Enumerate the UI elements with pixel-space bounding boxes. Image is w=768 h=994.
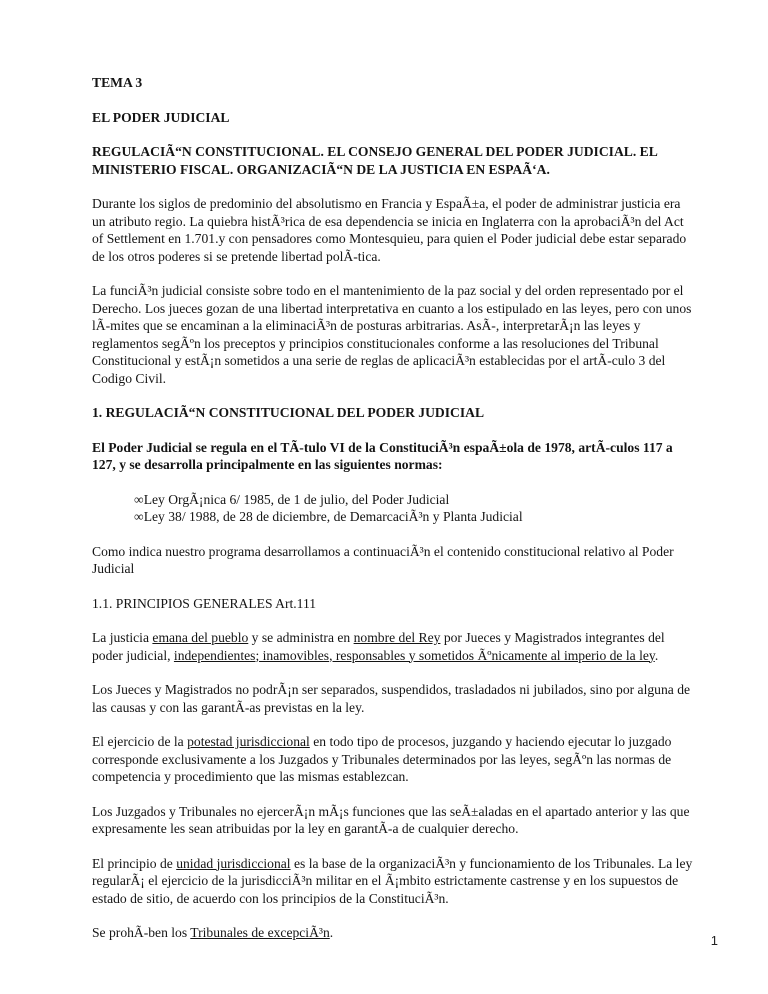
underlined-text: potestad jurisdiccional bbox=[187, 734, 310, 749]
document-page bbox=[92, 74, 693, 959]
underlined-text: nombre del Rey bbox=[353, 630, 441, 645]
bullet-list bbox=[92, 491, 693, 526]
paragraph: Durante los siglos de predominio del absolutismo en Francia y EspaÃ±a, el poder de administrar justicia era un atributo regio. La quiebra histÃ³rica de esa dependencia se inicia en Inglaterra con la aprobaciÃ³n del Act of Settlement en 1.701.y con pensadores como Montesquieu, para quien el Poder judicial debe estar separado de los otros poderes si se pretende libertad polÃ-tica. bbox=[92, 196, 687, 264]
heading: 1. REGULACIÃ“N CONSTITUCIONAL DEL PODER JUDICIAL bbox=[92, 405, 485, 420]
list-item: ∞Ley 38/ 1988, de 28 de diciembre, de DemarcaciÃ³n y Planta Judicial bbox=[134, 509, 523, 524]
paragraph: Como indica nuestro programa desarrollamos a continuaciÃ³n el contenido constitucional relativo al Poder Judicial bbox=[92, 543, 674, 576]
paragraph: El principio de unidad jurisdiccional es la base de la organizaciÃ³n y funcionamiento de los Tribunales. La ley regularÃ¡ el ejercicio de la jurisdicciÃ³n militar en el Ã¡mbito estrictamente castrense y en los supuestos de estado de sitio, de acuerdo con los principios de la ConstituciÃ³n. bbox=[92, 855, 693, 906]
underlined-text: unidad jurisdiccional bbox=[176, 855, 291, 871]
heading: El Poder Judicial se regula en el TÃ-tulo VI de la ConstituciÃ³n espaÃ±ola de 1978, artÃ-culos 117 a 127, y se desarrolla principalmente en las siguientes normas: bbox=[92, 439, 673, 472]
underlined-text: Tribunales de excepciÃ³n bbox=[190, 925, 330, 940]
heading: TEMA 3 bbox=[92, 75, 143, 90]
underlined-text: independientes; inamovibles, responsables y sometidos Ãºnicamente al imperio de la ley bbox=[173, 647, 655, 663]
page-number: 1 bbox=[710, 933, 718, 948]
heading: REGULACIÃ“N CONSTITUCIONAL. EL CONSEJO GENERAL DEL PODER JUDICIAL. EL MINISTERIO FISCAL. ORGANIZACIÃ“N DE LA JUSTICIA EN ESPAÃ‘A. bbox=[92, 144, 658, 177]
paragraph: Los Juzgados y Tribunales no ejercerÃ¡n mÃ¡s funciones que las seÃ±aladas en el apartado anterior y las que expresamente les sean atribuidas por la ley en garantÃ-a de cualquier derecho. bbox=[92, 803, 690, 836]
paragraph: La justicia emana del pueblo y se administra en nombre del Rey por Jueces y Magistrados integrantes del poder judicial, independientes; inamovibles, responsables y sometidos Ãºnicamente al imperio de la ley. bbox=[92, 630, 665, 663]
heading: EL PODER JUDICIAL bbox=[92, 109, 230, 125]
underlined-text: emana del pueblo bbox=[152, 630, 249, 645]
list-item: ∞Ley OrgÃ¡nica 6/ 1985, de 1 de julio, del Poder Judicial bbox=[134, 491, 450, 507]
paragraph: La funciÃ³n judicial consiste sobre todo en el mantenimiento de la paz social y del orden representado por el Derecho. Los jueces gozan de una libertad interpretativa en cuanto a los estipulado en las leyes, pero con unos lÃ-mites que se encaminan a la eliminaciÃ³n de posturas arbitrarias. AsÃ-, interpretarÃ¡n las leyes y reglamentos segÃºn los preceptos y principios constitucionales conforme a las resoluciones del Tribunal Constitucional y estÃ¡n sometidos a una serie de reglas de aplicaciÃ³n establecidas por el artÃ-culo 3 del Codigo Civil. bbox=[92, 283, 692, 386]
paragraph: El ejercicio de la potestad jurisdiccional en todo tipo de procesos, juzgando y haciendo ejecutar lo juzgado corresponde exclusivamente a los Juzgados y Tribunales determinados por las leyes, segÃºn las normas de competencia y procedimiento que las mismas establezcan. bbox=[92, 734, 672, 784]
paragraph: Los Jueces y Magistrados no podrÃ¡n ser separados, suspendidos, trasladados ni jubilados, sino por alguna de las causas y con las garantÃ-as previstas en la ley. bbox=[92, 682, 691, 715]
paragraph: 1.1. PRINCIPIOS GENERALES Art.111 bbox=[92, 595, 317, 611]
paragraph: Se prohÃ-ben los Tribunales de excepciÃ³n. bbox=[92, 925, 334, 940]
